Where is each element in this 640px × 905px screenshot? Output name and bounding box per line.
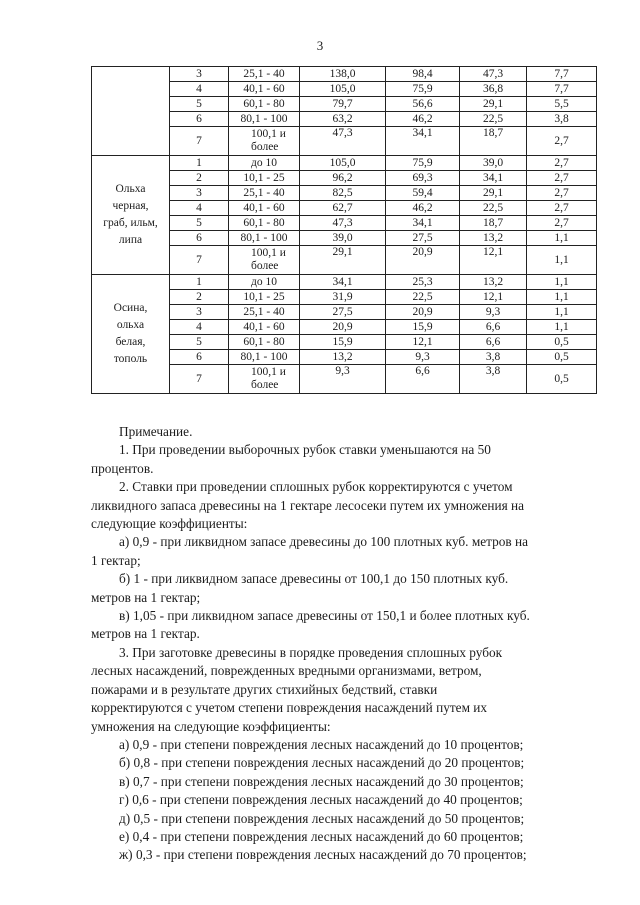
note-2b-line: метров на 1 гектар; — [91, 589, 201, 605]
rate-value-cell: 3,8 — [527, 112, 597, 127]
breed-name-line: ольха — [116, 319, 145, 331]
row-number-cell: 1 — [170, 275, 229, 290]
rate-value-cell: 0,5 — [527, 365, 597, 394]
rate-value-cell: 20,9 — [386, 305, 460, 320]
rate-value-cell: 34,1 — [460, 171, 527, 186]
diameter-range-line: 10,1 - 25 — [243, 171, 285, 184]
rate-value-cell: 47,3 — [300, 127, 386, 156]
rate-value-cell: 9,3 — [386, 350, 460, 365]
row-number-cell: 7 — [170, 127, 229, 156]
rate-value-cell: 1,1 — [527, 246, 597, 275]
rate-value-cell: 63,2 — [300, 112, 386, 127]
rate-value-cell: 0,5 — [527, 335, 597, 350]
note-1 — [91, 441, 596, 478]
diameter-range-line: 100,1 и — [251, 247, 286, 259]
note-2a — [91, 533, 596, 570]
notes-title: Примечание. — [119, 424, 193, 439]
diameter-range-line: более — [251, 379, 279, 391]
rate-value-cell: 1,1 — [527, 290, 597, 305]
note-2c — [91, 607, 596, 644]
note-1-line: 1. При проведении выборочных рубок ставки уменьшаются на 50 — [119, 442, 491, 458]
damage-coefficient-item: е) 0,4 - при степени повреждения лесных насаждений до 60 процентов; — [119, 828, 524, 844]
rate-value-cell: 75,9 — [386, 82, 460, 97]
rate-value-cell: 3,8 — [460, 350, 527, 365]
note-3-line: 3. При заготовке древесины в порядке проведения сплошных рубок — [119, 644, 503, 660]
diameter-range-line: 80,1 - 100 — [240, 231, 288, 244]
breed-name-line: граб, ильм, — [103, 217, 158, 229]
rates-table-body — [92, 67, 597, 394]
table-row — [92, 156, 597, 171]
row-number-cell: 7 — [170, 365, 229, 394]
row-number-cell: 1 — [170, 156, 229, 171]
rate-value-cell: 15,9 — [386, 320, 460, 335]
diameter-range-line: более — [251, 141, 279, 153]
rate-value-cell: 31,9 — [300, 290, 386, 305]
row-number-cell: 7 — [170, 246, 229, 275]
rate-value-cell: 46,2 — [386, 112, 460, 127]
row-number-cell: 2 — [170, 290, 229, 305]
rate-value-cell: 96,2 — [300, 171, 386, 186]
row-number-cell: 4 — [170, 201, 229, 216]
rate-value-cell: 36,8 — [460, 82, 527, 97]
breed-cell — [92, 156, 170, 275]
breed-name-line: липа — [118, 234, 143, 246]
rate-value-cell: 7,7 — [527, 82, 597, 97]
diameter-range-cell — [229, 67, 300, 82]
damage-coefficient-item: в) 0,7 - при степени повреждения лесных насаждений до 30 процентов; — [119, 773, 524, 789]
diameter-range-cell — [229, 82, 300, 97]
note-3 — [91, 644, 596, 736]
rate-value-cell: 34,1 — [386, 216, 460, 231]
diameter-range-line: 40,1 - 60 — [243, 201, 285, 214]
rate-value-cell: 47,3 — [460, 67, 527, 82]
rate-value-cell: 6,6 — [386, 365, 460, 394]
diameter-range-cell — [229, 246, 300, 275]
breed-name-line: Осина, — [113, 302, 148, 314]
note-2b — [91, 570, 596, 607]
rate-value-cell: 7,7 — [527, 67, 597, 82]
rate-value-cell: 1,1 — [527, 320, 597, 335]
note-2a-line: а) 0,9 - при ликвидном запасе древесины до 100 плотных куб. метров на — [119, 534, 529, 550]
rate-value-cell: 29,1 — [460, 97, 527, 112]
breed-name-line: белая, — [115, 336, 146, 348]
rate-value-cell: 2,7 — [527, 156, 597, 171]
note-1-line: процентов. — [91, 460, 154, 476]
diameter-range-cell — [229, 320, 300, 335]
note-2b-line: б) 1 - при ликвидном запасе древесины от 100,1 до 150 плотных куб. — [119, 571, 509, 587]
rate-value-cell: 34,1 — [386, 127, 460, 156]
row-number-cell: 6 — [170, 231, 229, 246]
rate-value-cell: 9,3 — [460, 305, 527, 320]
rate-value-cell: 29,1 — [460, 186, 527, 201]
row-number-cell: 6 — [170, 350, 229, 365]
damage-coefficient-item: г) 0,6 - при степени повреждения лесных насаждений до 40 процентов; — [119, 792, 523, 808]
diameter-range-line: до 10 — [251, 275, 277, 288]
row-number-cell: 3 — [170, 305, 229, 320]
rate-value-cell: 1,1 — [527, 275, 597, 290]
diameter-range-line: 25,1 - 40 — [243, 67, 285, 80]
table-row — [92, 67, 597, 82]
rate-value-cell: 2,7 — [527, 171, 597, 186]
rate-value-cell: 1,1 — [527, 231, 597, 246]
diameter-range-line: 40,1 - 60 — [243, 320, 285, 333]
rate-value-cell: 13,2 — [300, 350, 386, 365]
rate-value-cell: 6,6 — [460, 320, 527, 335]
note-2c-line: в) 1,05 - при ликвидном запасе древесины от 150,1 и более плотных куб. — [119, 608, 530, 624]
rate-value-cell: 39,0 — [460, 156, 527, 171]
rate-value-cell: 138,0 — [300, 67, 386, 82]
note-3-line: умножения на следующие коэффициенты: — [91, 718, 331, 734]
rate-value-cell: 22,5 — [460, 201, 527, 216]
row-number-cell: 6 — [170, 112, 229, 127]
rate-value-cell: 2,7 — [527, 127, 597, 156]
diameter-range-line: 25,1 - 40 — [243, 305, 285, 318]
row-number-cell: 5 — [170, 335, 229, 350]
table-row — [92, 275, 597, 290]
rate-value-cell: 13,2 — [460, 231, 527, 246]
rate-value-cell: 98,4 — [386, 67, 460, 82]
rate-value-cell: 47,3 — [300, 216, 386, 231]
diameter-range-line: 100,1 и — [251, 128, 286, 140]
damage-coefficient-item: б) 0,8 - при степени повреждения лесных насаждений до 20 процентов; — [119, 755, 525, 771]
rate-value-cell: 2,7 — [527, 201, 597, 216]
diameter-range-cell — [229, 186, 300, 201]
diameter-range-cell — [229, 112, 300, 127]
rate-value-cell: 13,2 — [460, 275, 527, 290]
diameter-range-cell — [229, 171, 300, 186]
damage-coefficient-item: д) 0,5 - при степени повреждения лесных насаждений до 50 процентов; — [119, 810, 525, 826]
rate-value-cell: 105,0 — [300, 82, 386, 97]
note-3-line: пожарами и в результате других стихийных бедствий, ставки — [91, 681, 438, 697]
rate-value-cell: 27,5 — [300, 305, 386, 320]
note-3-line: корректируются с учетом степени повреждения насаждений путем их — [91, 700, 488, 716]
note-2 — [91, 478, 596, 533]
rate-value-cell: 22,5 — [386, 290, 460, 305]
row-number-cell: 4 — [170, 82, 229, 97]
diameter-range-line: более — [251, 260, 279, 272]
note-3-line: лесных насаждений, поврежденных вредными организмами, ветром, — [91, 663, 482, 679]
rate-value-cell: 12,1 — [386, 335, 460, 350]
note-2-line: 2. Ставки при проведении сплошных рубок корректируются с учетом — [119, 479, 513, 495]
diameter-range-cell — [229, 231, 300, 246]
diameter-range-line: 25,1 - 40 — [243, 186, 285, 199]
rate-value-cell: 39,0 — [300, 231, 386, 246]
rate-value-cell: 56,6 — [386, 97, 460, 112]
diameter-range-line: 60,1 - 80 — [243, 97, 285, 110]
diameter-range-line: 60,1 - 80 — [243, 216, 285, 229]
diameter-range-cell — [229, 350, 300, 365]
notes-section — [91, 423, 596, 865]
diameter-range-cell — [229, 97, 300, 112]
note-2a-line: 1 гектар; — [91, 552, 141, 568]
breed-name-line: черная, — [112, 200, 149, 212]
rate-value-cell: 9,3 — [300, 365, 386, 394]
diameter-range-line: 80,1 - 100 — [240, 350, 288, 363]
damage-coefficient-item: ж) 0,3 - при степени повреждения лесных насаждений до 70 процентов; — [119, 847, 527, 863]
rate-value-cell: 0,5 — [527, 350, 597, 365]
row-number-cell: 4 — [170, 320, 229, 335]
rate-value-cell: 59,4 — [386, 186, 460, 201]
rate-value-cell: 12,1 — [460, 290, 527, 305]
diameter-range-cell — [229, 216, 300, 231]
diameter-range-cell — [229, 127, 300, 156]
diameter-range-line: 10,1 - 25 — [243, 290, 285, 303]
diameter-range-cell — [229, 305, 300, 320]
rate-value-cell: 25,3 — [386, 275, 460, 290]
rate-value-cell: 6,6 — [460, 335, 527, 350]
diameter-range-line: 60,1 - 80 — [243, 335, 285, 348]
rate-value-cell: 18,7 — [460, 216, 527, 231]
rate-value-cell: 15,9 — [300, 335, 386, 350]
rate-value-cell: 20,9 — [386, 246, 460, 275]
row-number-cell: 5 — [170, 216, 229, 231]
breed-name-line: тополь — [113, 353, 148, 365]
note-2c-line: метров на 1 гектар. — [91, 626, 200, 642]
diameter-range-cell — [229, 156, 300, 171]
diameter-range-line: 100,1 и — [251, 366, 286, 378]
damage-coefficient-item: а) 0,9 - при степени повреждения лесных насаждений до 10 процентов; — [119, 736, 524, 752]
rate-value-cell: 69,3 — [386, 171, 460, 186]
rate-value-cell: 2,7 — [527, 186, 597, 201]
row-number-cell: 5 — [170, 97, 229, 112]
breed-cell — [92, 275, 170, 394]
diameter-range-cell — [229, 290, 300, 305]
diameter-range-cell — [229, 275, 300, 290]
rate-value-cell: 1,1 — [527, 305, 597, 320]
note-2-line: ликвидного запаса древесины на 1 гектаре лесосеки путем их умножения на — [91, 497, 525, 513]
rate-value-cell: 20,9 — [300, 320, 386, 335]
rate-value-cell: 12,1 — [460, 246, 527, 275]
rate-value-cell: 46,2 — [386, 201, 460, 216]
rate-value-cell: 5,5 — [527, 97, 597, 112]
rate-value-cell: 2,7 — [527, 216, 597, 231]
rate-value-cell: 75,9 — [386, 156, 460, 171]
note-2-line: следующие коэффициенты: — [91, 516, 248, 532]
rates-table — [91, 66, 597, 394]
diameter-range-cell — [229, 335, 300, 350]
rate-value-cell: 82,5 — [300, 186, 386, 201]
page-number: 3 — [316, 38, 324, 53]
row-number-cell: 2 — [170, 171, 229, 186]
rate-value-cell: 29,1 — [300, 246, 386, 275]
row-number-cell: 3 — [170, 67, 229, 82]
diameter-range-line: 80,1 - 100 — [240, 112, 288, 125]
rate-value-cell: 3,8 — [460, 365, 527, 394]
rate-value-cell: 62,7 — [300, 201, 386, 216]
diameter-range-cell — [229, 365, 300, 394]
row-number-cell: 3 — [170, 186, 229, 201]
rate-value-cell: 79,7 — [300, 97, 386, 112]
breed-cell — [92, 67, 170, 156]
diameter-range-cell — [229, 201, 300, 216]
rate-value-cell: 34,1 — [300, 275, 386, 290]
diameter-range-line: 40,1 - 60 — [243, 82, 285, 95]
rate-value-cell: 18,7 — [460, 127, 527, 156]
breed-name-line: Ольха — [115, 183, 146, 195]
rate-value-cell: 105,0 — [300, 156, 386, 171]
rate-value-cell: 22,5 — [460, 112, 527, 127]
diameter-range-line: до 10 — [251, 156, 277, 169]
rate-value-cell: 27,5 — [386, 231, 460, 246]
